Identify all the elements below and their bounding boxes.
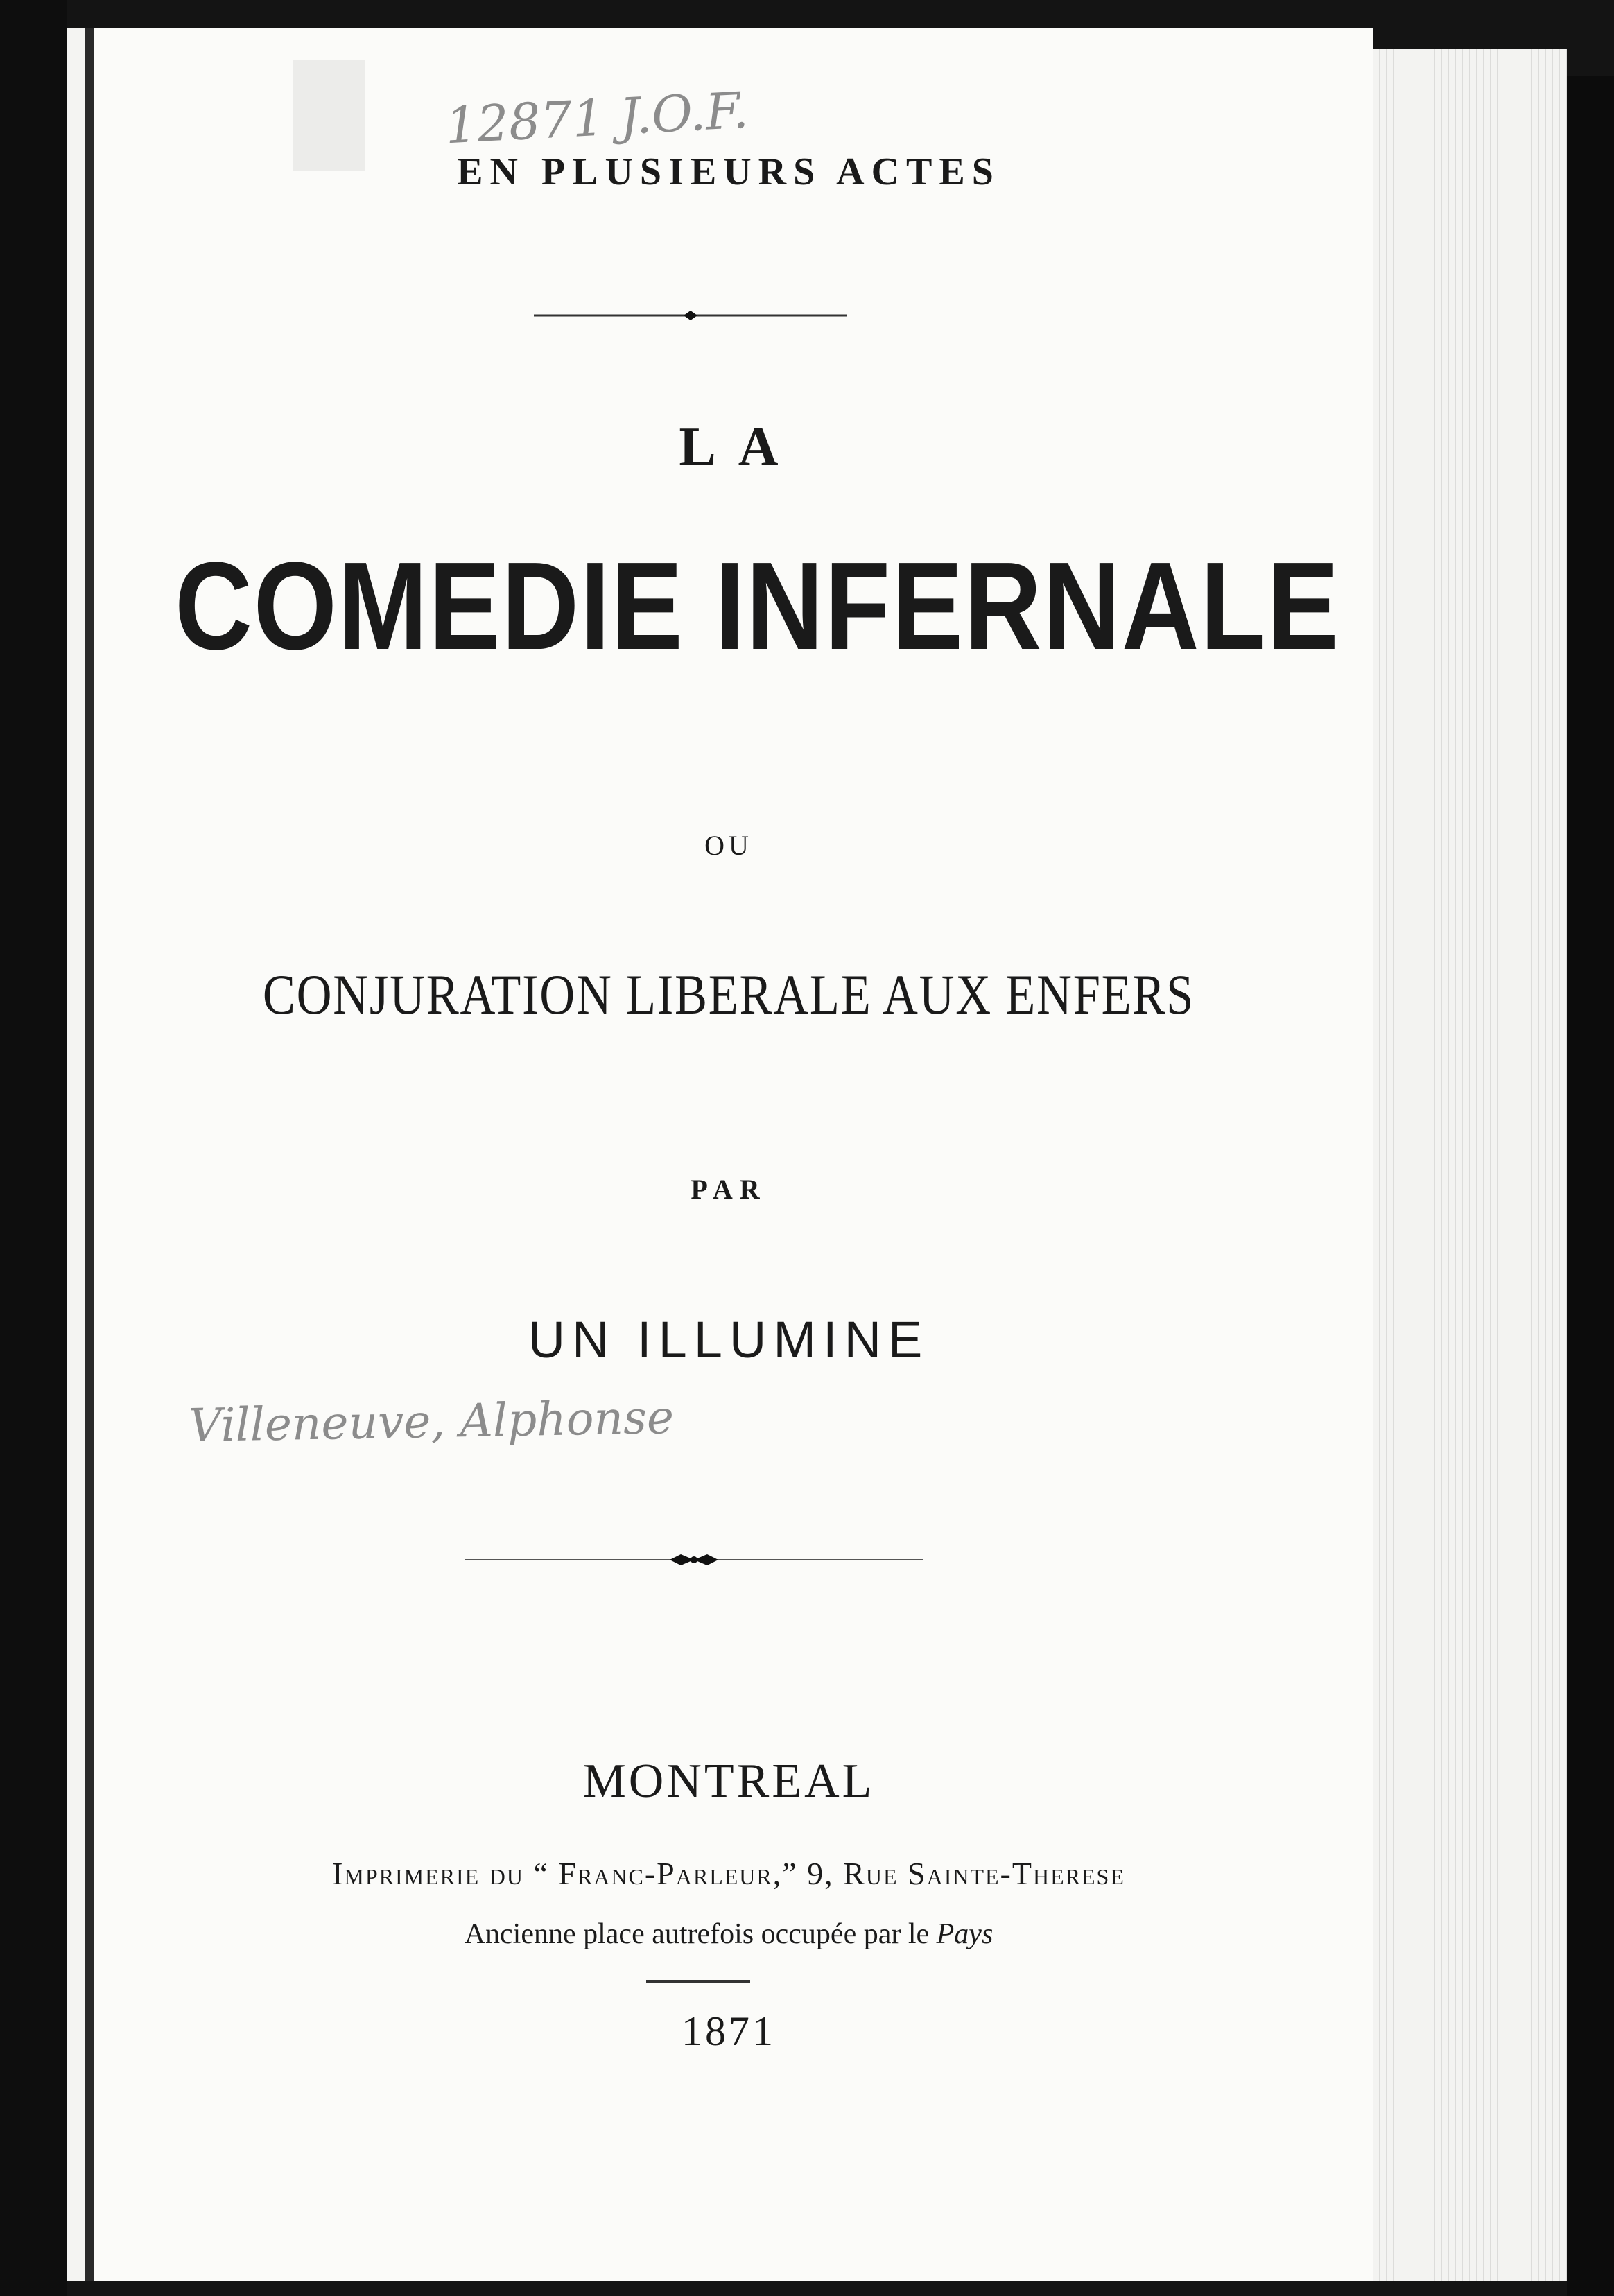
- main-title: COMEDIE INFERNALE: [175, 537, 1340, 676]
- scan-paper-strip: [67, 28, 85, 2281]
- diamond-ornament-icon: [465, 1546, 923, 1574]
- scan-dark-border-right: [1567, 76, 1614, 2296]
- publication-year: 1871: [682, 2008, 776, 2054]
- handwritten-author-name: Villeneuve, Alphonse: [188, 1390, 675, 1453]
- handwritten-catalog-number: 12871 J.O.F.: [444, 80, 750, 155]
- note-publication-name: Pays: [936, 1918, 993, 1950]
- page-stack-edge: [1373, 49, 1567, 2281]
- title-conjunction: OU: [704, 830, 753, 861]
- alternate-title: CONJURATION LIBERALE AUX ENFERS: [262, 963, 1195, 1026]
- author-line: UN ILLUMINE: [528, 1311, 930, 1368]
- note-text: Ancienne place autrefois occupée par le: [464, 1918, 937, 1950]
- title-article: LA: [679, 417, 801, 478]
- publication-city: MONTREAL: [582, 1755, 875, 1808]
- year-rule: [646, 1980, 750, 1983]
- printer-imprint: Imprimerie du “ Franc-Parleur,” 9, Rue Sainte-Therese: [332, 1856, 1125, 1891]
- ornamental-rule-icon: [534, 302, 847, 329]
- by-label: PAR: [691, 1174, 767, 1205]
- printer-location-note: [85, 1917, 1373, 1951]
- title-page: [85, 28, 1373, 2281]
- page-spine-shadow: [85, 28, 94, 2281]
- scan-dark-border: [0, 0, 67, 2296]
- subtitle: EN PLUSIEURS ACTES: [457, 150, 1000, 193]
